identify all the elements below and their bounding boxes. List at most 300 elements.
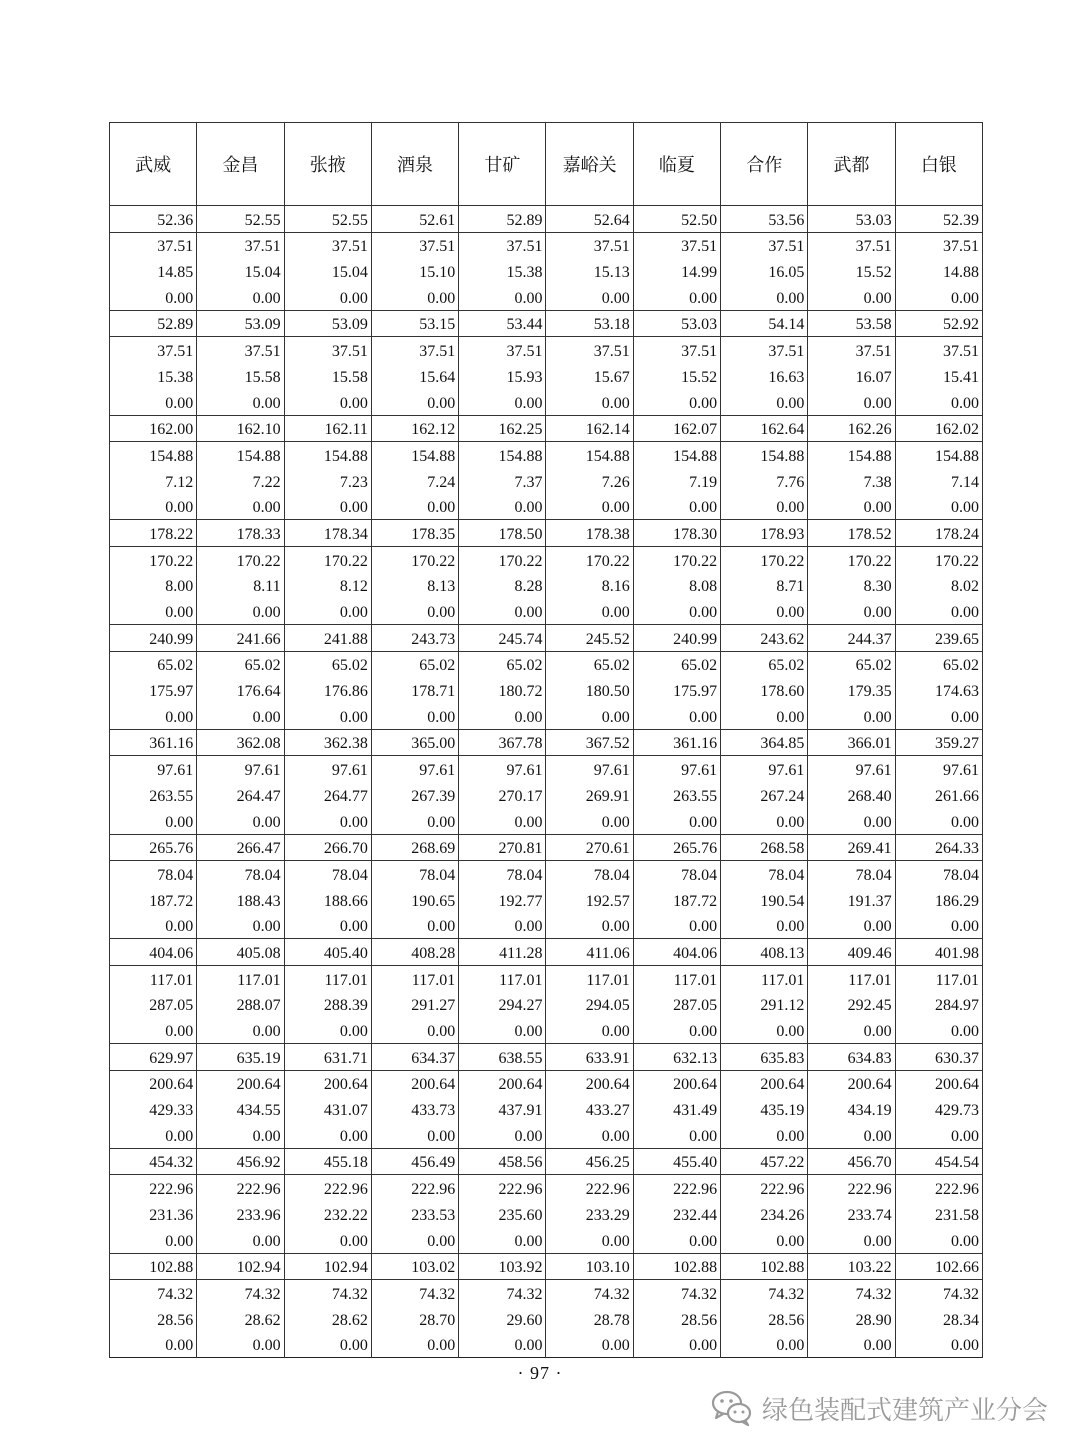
- table-cell: 0.00: [197, 494, 284, 520]
- table-cell: 0.00: [633, 598, 720, 624]
- table-cell: 154.88: [633, 442, 720, 468]
- table-cell: 190.65: [371, 887, 458, 913]
- table-cell: 200.64: [371, 1070, 458, 1096]
- table-cell: 162.12: [371, 415, 458, 442]
- table-cell: 222.96: [371, 1175, 458, 1201]
- table-cell: 287.05: [633, 992, 720, 1018]
- table-cell: 37.51: [197, 232, 284, 258]
- table-cell: 170.22: [808, 546, 895, 572]
- table-cell: 117.01: [459, 965, 546, 991]
- table-cell: 28.34: [895, 1306, 982, 1332]
- table-cell: 408.28: [371, 939, 458, 966]
- table-cell: 0.00: [721, 284, 808, 310]
- table-cell: 117.01: [633, 965, 720, 991]
- table-cell: 0.00: [808, 389, 895, 415]
- table-cell: 0.00: [808, 1122, 895, 1148]
- table-cell: 117.01: [808, 965, 895, 991]
- price-table: [109, 122, 983, 1358]
- table-cell: 7.76: [721, 468, 808, 494]
- table-cell: 245.74: [459, 625, 546, 652]
- table-cell: 37.51: [895, 232, 982, 258]
- table-cell: 97.61: [459, 756, 546, 782]
- table-cell: 8.08: [633, 573, 720, 599]
- table-row: [110, 520, 983, 547]
- table-cell: 244.37: [808, 625, 895, 652]
- table-cell: 200.64: [197, 1070, 284, 1096]
- table-cell: 359.27: [895, 729, 982, 756]
- table-cell: 0.00: [895, 1227, 982, 1253]
- table-cell: 78.04: [371, 861, 458, 887]
- column-header: 张掖: [284, 123, 371, 206]
- table-cell: 37.51: [197, 337, 284, 363]
- table-cell: 0.00: [633, 389, 720, 415]
- table-cell: 154.88: [110, 442, 197, 468]
- table-cell: 28.56: [633, 1306, 720, 1332]
- table-cell: 0.00: [633, 1227, 720, 1253]
- table-cell: 0.00: [633, 1332, 720, 1358]
- table-cell: 65.02: [633, 651, 720, 677]
- table-row: [110, 494, 983, 520]
- table-cell: 0.00: [633, 284, 720, 310]
- table-cell: 0.00: [371, 389, 458, 415]
- table-cell: 0.00: [110, 703, 197, 729]
- table-cell: 8.30: [808, 573, 895, 599]
- table-cell: 7.23: [284, 468, 371, 494]
- table-cell: 78.04: [808, 861, 895, 887]
- table-cell: 0.00: [546, 1332, 633, 1358]
- table-cell: 102.66: [895, 1253, 982, 1280]
- table-cell: 154.88: [721, 442, 808, 468]
- table-row: [110, 861, 983, 887]
- table-cell: 0.00: [895, 1332, 982, 1358]
- table-cell: 170.22: [721, 546, 808, 572]
- table-cell: 0.00: [110, 494, 197, 520]
- table-cell: 7.12: [110, 468, 197, 494]
- table-cell: 187.72: [633, 887, 720, 913]
- table-cell: 0.00: [546, 703, 633, 729]
- table-cell: 263.55: [110, 782, 197, 808]
- table-cell: 0.00: [808, 1227, 895, 1253]
- table-cell: 28.56: [721, 1306, 808, 1332]
- wechat-icon: [710, 1388, 754, 1428]
- table-cell: 635.83: [721, 1044, 808, 1071]
- table-row: [110, 834, 983, 861]
- table-cell: 0.00: [459, 913, 546, 939]
- table-row: [110, 1070, 983, 1096]
- table-cell: 52.61: [371, 206, 458, 233]
- table-cell: 0.00: [197, 808, 284, 834]
- watermark: [710, 1388, 1048, 1428]
- table-cell: 176.86: [284, 677, 371, 703]
- table-cell: 235.60: [459, 1201, 546, 1227]
- column-header: 合作: [721, 123, 808, 206]
- table-row: [110, 415, 983, 442]
- table-cell: 15.04: [197, 258, 284, 284]
- table-cell: 52.64: [546, 206, 633, 233]
- table-cell: 433.73: [371, 1096, 458, 1122]
- table-cell: 270.17: [459, 782, 546, 808]
- table-row: [110, 206, 983, 233]
- table-cell: 178.34: [284, 520, 371, 547]
- table-cell: 0.00: [546, 1227, 633, 1253]
- table-cell: 0.00: [197, 1017, 284, 1043]
- table-cell: 65.02: [546, 651, 633, 677]
- table-cell: 240.99: [110, 625, 197, 652]
- table-cell: 74.32: [721, 1280, 808, 1306]
- table-cell: 15.52: [808, 258, 895, 284]
- table-cell: 0.00: [371, 1122, 458, 1148]
- table-cell: 0.00: [721, 913, 808, 939]
- table-cell: 0.00: [284, 808, 371, 834]
- table-cell: 269.41: [808, 834, 895, 861]
- table-cell: 28.78: [546, 1306, 633, 1332]
- table-cell: 65.02: [197, 651, 284, 677]
- table-cell: 222.96: [110, 1175, 197, 1201]
- table-cell: 0.00: [633, 1122, 720, 1148]
- table-row: [110, 310, 983, 337]
- table-cell: 37.51: [721, 337, 808, 363]
- table-cell: 117.01: [546, 965, 633, 991]
- table-cell: 74.32: [633, 1280, 720, 1306]
- table-cell: 176.64: [197, 677, 284, 703]
- table-cell: 233.96: [197, 1201, 284, 1227]
- table-cell: 65.02: [110, 651, 197, 677]
- table-cell: 367.52: [546, 729, 633, 756]
- table-cell: 15.10: [371, 258, 458, 284]
- table-body: [110, 206, 983, 1358]
- table-cell: 117.01: [197, 965, 284, 991]
- table-cell: 0.00: [895, 913, 982, 939]
- table-cell: 364.85: [721, 729, 808, 756]
- table-cell: 434.55: [197, 1096, 284, 1122]
- table-cell: 0.00: [284, 598, 371, 624]
- table-cell: 0.00: [110, 808, 197, 834]
- table-row: [110, 284, 983, 310]
- table-cell: 239.65: [895, 625, 982, 652]
- table-cell: 103.92: [459, 1253, 546, 1280]
- table-cell: 65.02: [808, 651, 895, 677]
- table-cell: 0.00: [110, 284, 197, 310]
- table-cell: 268.69: [371, 834, 458, 861]
- table-cell: 405.40: [284, 939, 371, 966]
- table-cell: 154.88: [371, 442, 458, 468]
- table-cell: 154.88: [808, 442, 895, 468]
- table-cell: 287.05: [110, 992, 197, 1018]
- table-cell: 7.19: [633, 468, 720, 494]
- table-cell: 0.00: [284, 284, 371, 310]
- table-cell: 37.51: [546, 232, 633, 258]
- table-cell: 0.00: [808, 703, 895, 729]
- table-cell: 0.00: [371, 494, 458, 520]
- column-header: 临夏: [633, 123, 720, 206]
- table-cell: 0.00: [895, 284, 982, 310]
- table-cell: 0.00: [459, 598, 546, 624]
- table-cell: 456.70: [808, 1148, 895, 1175]
- table-row: [110, 625, 983, 652]
- table-cell: 102.94: [284, 1253, 371, 1280]
- column-header: 武都: [808, 123, 895, 206]
- table-cell: 178.35: [371, 520, 458, 547]
- table-row: [110, 756, 983, 782]
- table-cell: 635.19: [197, 1044, 284, 1071]
- table-cell: 401.98: [895, 939, 982, 966]
- table-cell: 0.00: [895, 808, 982, 834]
- table-cell: 117.01: [371, 965, 458, 991]
- table-cell: 200.64: [633, 1070, 720, 1096]
- table-cell: 178.22: [110, 520, 197, 547]
- table-cell: 74.32: [197, 1280, 284, 1306]
- table-cell: 178.30: [633, 520, 720, 547]
- table-row: [110, 1122, 983, 1148]
- table-cell: 0.00: [721, 1122, 808, 1148]
- table-cell: 200.64: [459, 1070, 546, 1096]
- table-row: [110, 1306, 983, 1332]
- table-cell: 0.00: [808, 913, 895, 939]
- table-cell: 37.51: [633, 232, 720, 258]
- table-cell: 455.40: [633, 1148, 720, 1175]
- table-cell: 361.16: [110, 729, 197, 756]
- table-cell: 154.88: [459, 442, 546, 468]
- table-cell: 52.92: [895, 310, 982, 337]
- table-cell: 631.71: [284, 1044, 371, 1071]
- table-cell: 291.12: [721, 992, 808, 1018]
- table-cell: 7.24: [371, 468, 458, 494]
- table-cell: 170.22: [895, 546, 982, 572]
- table-cell: 192.77: [459, 887, 546, 913]
- table-cell: 267.39: [371, 782, 458, 808]
- table-cell: 187.72: [110, 887, 197, 913]
- table-cell: 97.61: [284, 756, 371, 782]
- table-cell: 65.02: [721, 651, 808, 677]
- table-cell: 97.61: [721, 756, 808, 782]
- column-header: 金昌: [197, 123, 284, 206]
- table-cell: 37.51: [110, 337, 197, 363]
- table-cell: 0.00: [459, 703, 546, 729]
- table-cell: 102.88: [721, 1253, 808, 1280]
- table-cell: 0.00: [808, 1017, 895, 1043]
- table-cell: 53.58: [808, 310, 895, 337]
- table-cell: 170.22: [546, 546, 633, 572]
- table-cell: 65.02: [459, 651, 546, 677]
- table-cell: 162.26: [808, 415, 895, 442]
- table-cell: 28.62: [284, 1306, 371, 1332]
- table-row: [110, 598, 983, 624]
- table-cell: 0.00: [895, 1017, 982, 1043]
- table-cell: 0.00: [197, 913, 284, 939]
- table-cell: 200.64: [808, 1070, 895, 1096]
- table-cell: 0.00: [546, 494, 633, 520]
- table-cell: 0.00: [284, 1227, 371, 1253]
- table-row: [110, 1044, 983, 1071]
- table-cell: 270.61: [546, 834, 633, 861]
- table-cell: 435.19: [721, 1096, 808, 1122]
- table-cell: 264.47: [197, 782, 284, 808]
- table-cell: 434.19: [808, 1096, 895, 1122]
- table-cell: 0.00: [371, 284, 458, 310]
- table-cell: 74.32: [895, 1280, 982, 1306]
- table-cell: 222.96: [284, 1175, 371, 1201]
- table-cell: 97.61: [895, 756, 982, 782]
- table-cell: 179.35: [808, 677, 895, 703]
- table-cell: 267.24: [721, 782, 808, 808]
- table-cell: 0.00: [197, 284, 284, 310]
- table-cell: 37.51: [284, 232, 371, 258]
- table-cell: 222.96: [197, 1175, 284, 1201]
- column-header: 甘矿: [459, 123, 546, 206]
- table-cell: 102.88: [110, 1253, 197, 1280]
- table-cell: 16.07: [808, 363, 895, 389]
- table-cell: 0.00: [197, 1227, 284, 1253]
- table-header-row: [110, 123, 983, 206]
- table-cell: 180.50: [546, 677, 633, 703]
- table-cell: 37.51: [459, 337, 546, 363]
- table-row: [110, 913, 983, 939]
- table-cell: 190.54: [721, 887, 808, 913]
- table-cell: 154.88: [197, 442, 284, 468]
- table-cell: 429.33: [110, 1096, 197, 1122]
- table-cell: 15.52: [633, 363, 720, 389]
- table-cell: 28.90: [808, 1306, 895, 1332]
- table-cell: 162.10: [197, 415, 284, 442]
- table-cell: 0.00: [459, 389, 546, 415]
- table-cell: 97.61: [371, 756, 458, 782]
- table-cell: 294.05: [546, 992, 633, 1018]
- table-cell: 0.00: [110, 1017, 197, 1043]
- table-cell: 456.49: [371, 1148, 458, 1175]
- table-cell: 37.51: [371, 337, 458, 363]
- table-cell: 14.99: [633, 258, 720, 284]
- table-cell: 15.13: [546, 258, 633, 284]
- table-cell: 0.00: [284, 1332, 371, 1358]
- table-cell: 37.51: [284, 337, 371, 363]
- table-cell: 0.00: [371, 1227, 458, 1253]
- table-cell: 634.37: [371, 1044, 458, 1071]
- column-header: 酒泉: [371, 123, 458, 206]
- table-row: [110, 729, 983, 756]
- table-cell: 74.32: [459, 1280, 546, 1306]
- table-cell: 405.08: [197, 939, 284, 966]
- table-cell: 0.00: [110, 389, 197, 415]
- table-cell: 433.27: [546, 1096, 633, 1122]
- table-cell: 0.00: [633, 1017, 720, 1043]
- table-row: [110, 1017, 983, 1043]
- table-cell: 404.06: [110, 939, 197, 966]
- table-cell: 53.09: [197, 310, 284, 337]
- table-cell: 53.03: [633, 310, 720, 337]
- table-cell: 231.58: [895, 1201, 982, 1227]
- table-cell: 0.00: [371, 913, 458, 939]
- table-row: [110, 337, 983, 363]
- table-cell: 37.51: [110, 232, 197, 258]
- table-cell: 0.00: [197, 598, 284, 624]
- table-cell: 0.00: [808, 598, 895, 624]
- table-cell: 0.00: [633, 703, 720, 729]
- table-cell: 404.06: [633, 939, 720, 966]
- table-cell: 162.00: [110, 415, 197, 442]
- table-cell: 234.26: [721, 1201, 808, 1227]
- table-cell: 0.00: [808, 808, 895, 834]
- table-cell: 178.93: [721, 520, 808, 547]
- column-header: 武威: [110, 123, 197, 206]
- table-cell: 37.51: [633, 337, 720, 363]
- page-number: · 97 ·: [517, 1363, 563, 1383]
- table-cell: 162.11: [284, 415, 371, 442]
- table-cell: 454.32: [110, 1148, 197, 1175]
- table-cell: 15.93: [459, 363, 546, 389]
- table-cell: 28.56: [110, 1306, 197, 1332]
- table-cell: 15.64: [371, 363, 458, 389]
- table-cell: 0.00: [546, 913, 633, 939]
- table-cell: 0.00: [546, 284, 633, 310]
- table-cell: 0.00: [459, 1227, 546, 1253]
- table-cell: 0.00: [895, 389, 982, 415]
- table-cell: 162.64: [721, 415, 808, 442]
- table-cell: 0.00: [633, 494, 720, 520]
- table-cell: 170.22: [197, 546, 284, 572]
- table-cell: 0.00: [284, 494, 371, 520]
- table-cell: 222.96: [546, 1175, 633, 1201]
- table-cell: 0.00: [284, 1122, 371, 1148]
- table-cell: 0.00: [459, 284, 546, 310]
- table-cell: 97.61: [808, 756, 895, 782]
- table-cell: 241.66: [197, 625, 284, 652]
- table-cell: 233.29: [546, 1201, 633, 1227]
- table-cell: 0.00: [721, 1227, 808, 1253]
- table-cell: 232.44: [633, 1201, 720, 1227]
- table-cell: 117.01: [284, 965, 371, 991]
- column-header: 嘉峪关: [546, 123, 633, 206]
- table-cell: 0.00: [895, 703, 982, 729]
- table-cell: 186.29: [895, 887, 982, 913]
- table-cell: 431.07: [284, 1096, 371, 1122]
- table-cell: 288.07: [197, 992, 284, 1018]
- table-cell: 266.70: [284, 834, 371, 861]
- table-cell: 408.13: [721, 939, 808, 966]
- table-cell: 0.00: [721, 389, 808, 415]
- table-row: [110, 939, 983, 966]
- table-cell: 200.64: [284, 1070, 371, 1096]
- table-row: [110, 546, 983, 572]
- table-cell: 200.64: [110, 1070, 197, 1096]
- table-cell: 16.05: [721, 258, 808, 284]
- table-row: [110, 1332, 983, 1358]
- table-cell: 28.70: [371, 1306, 458, 1332]
- table-cell: 162.02: [895, 415, 982, 442]
- table-cell: 0.00: [284, 703, 371, 729]
- table-cell: 0.00: [110, 1227, 197, 1253]
- table-cell: 53.44: [459, 310, 546, 337]
- table-cell: 0.00: [808, 494, 895, 520]
- table-cell: 14.88: [895, 258, 982, 284]
- table-cell: 266.47: [197, 834, 284, 861]
- table-cell: 263.55: [633, 782, 720, 808]
- table-cell: 154.88: [284, 442, 371, 468]
- table-cell: 0.00: [371, 1017, 458, 1043]
- table-cell: 15.04: [284, 258, 371, 284]
- table-cell: 269.91: [546, 782, 633, 808]
- table-cell: 366.01: [808, 729, 895, 756]
- table-cell: 154.88: [546, 442, 633, 468]
- table-cell: 37.51: [459, 232, 546, 258]
- table-cell: 8.13: [371, 573, 458, 599]
- table-row: [110, 1227, 983, 1253]
- table-cell: 0.00: [633, 808, 720, 834]
- table-cell: 54.14: [721, 310, 808, 337]
- table-cell: 7.22: [197, 468, 284, 494]
- table-cell: 0.00: [197, 703, 284, 729]
- table-cell: 0.00: [546, 389, 633, 415]
- table-row: [110, 468, 983, 494]
